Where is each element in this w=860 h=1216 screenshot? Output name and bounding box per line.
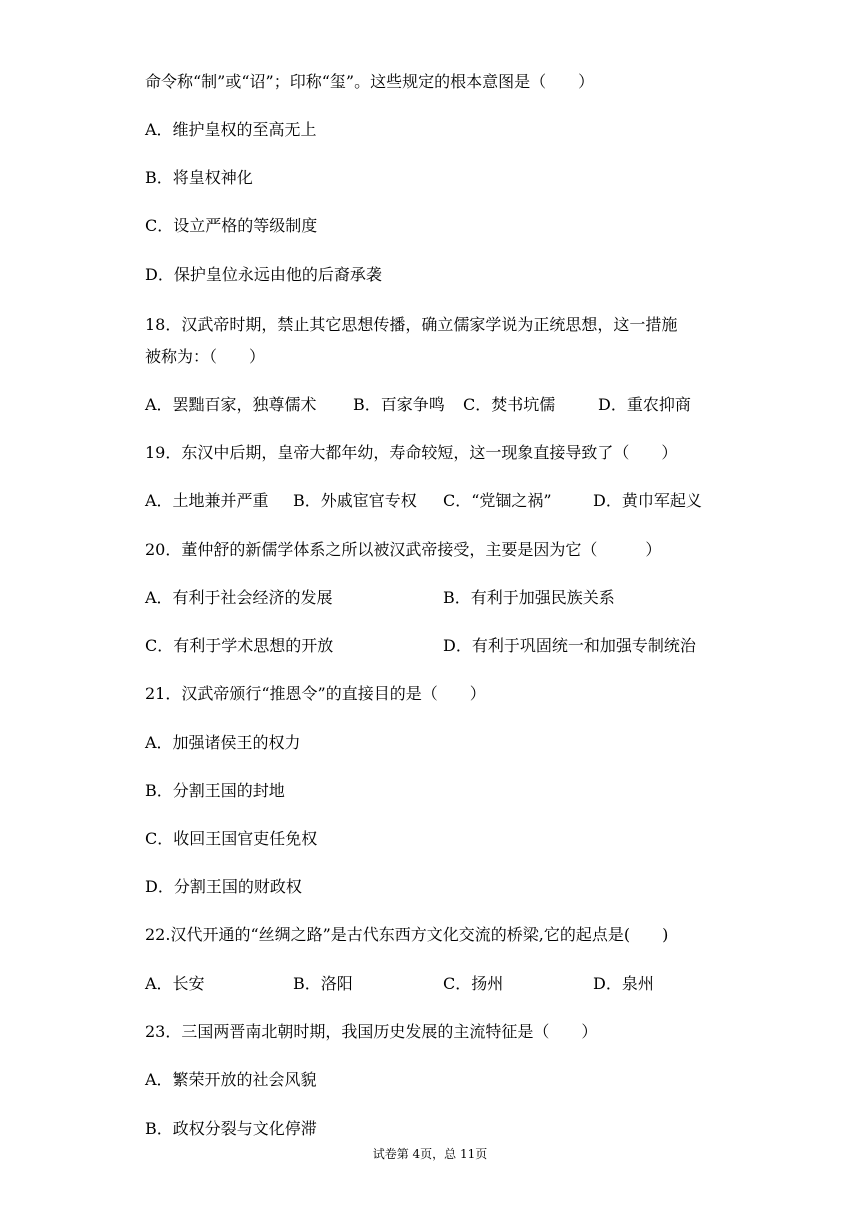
q17-stem-tail: 命令称“制”或“诏”；印称“玺”。这些规定的根本意图是（ ） [145,72,595,91]
q18-option-a: A．罢黜百家，独尊儒术 [145,395,317,414]
q19-stem: 19．东汉中后期，皇帝大都年幼，寿命较短，这一现象直接导致了（ ） [145,443,678,462]
q19-options-row [145,490,745,512]
q19-option-a: A．土地兼并严重 [145,491,269,510]
q22-option-b: B．洛阳 [293,974,353,993]
q22-options-row [145,973,745,995]
q20-options-row-2 [145,635,745,657]
q22-stem: 22.汉代开通的“丝绸之路”是古代东西方文化交流的桥梁,它的起点是( ) [145,925,669,944]
q22-option-c: C．扬州 [443,974,504,993]
q21-option-d: D．分割王国的财政权 [145,877,302,896]
q18-option-c: C．焚书坑儒 [463,395,556,414]
q23-option-a: A．繁荣开放的社会风貌 [145,1070,317,1089]
q17-option-c: C．设立严格的等级制度 [145,216,318,235]
q21-option-c: C．收回王国官吏任免权 [145,829,318,848]
q17-option-a: A．维护皇权的至高无上 [145,120,317,139]
q20-stem: 20．董仲舒的新儒学体系之所以被汉武帝接受，主要是因为它（ ） [145,540,662,559]
q21-option-a: A．加强诸侯王的权力 [145,733,301,752]
q21-option-b: B．分割王国的封地 [145,781,285,800]
q22-option-d: D．泉州 [593,974,654,993]
q19-option-b: B．外戚宦官专权 [293,491,417,510]
q20-option-c: C．有利于学术思想的开放 [145,636,334,655]
q17-option-d: D．保护皇位永远由他的后裔承袭 [145,265,382,284]
q20-options-row-1 [145,587,745,609]
q22-option-a: A．长安 [145,974,205,993]
q18-stem-line-1: 18．汉武帝时期，禁止其它思想传播，确立儒家学说为正统思想，这一措施 [145,315,678,334]
page-footer: 试卷第 4页，总 11页 [372,1147,488,1161]
q21-stem: 21．汉武帝颁行“推恩令”的直接目的是（ ） [145,684,486,703]
q18-option-d: D．重农抑商 [598,395,691,414]
q19-option-c: C．“党锢之祸” [443,491,552,510]
q20-option-a: A．有利于社会经济的发展 [145,588,333,607]
q18-options-row [145,394,745,416]
q20-option-b: B．有利于加强民族关系 [443,588,615,607]
q23-stem: 23．三国两晋南北朝时期，我国历史发展的主流特征是（ ） [145,1022,598,1041]
q17-option-b: B．将皇权神化 [145,168,253,187]
q23-option-b: B．政权分裂与文化停滞 [145,1119,317,1138]
q20-option-d: D．有利于巩固统一和加强专制统治 [443,636,696,655]
q18-option-b: B．百家争鸣 [353,395,445,414]
q19-option-d: D．黄巾军起义 [593,491,702,510]
q18-stem-line-2: 被称为：（ ） [145,347,266,366]
